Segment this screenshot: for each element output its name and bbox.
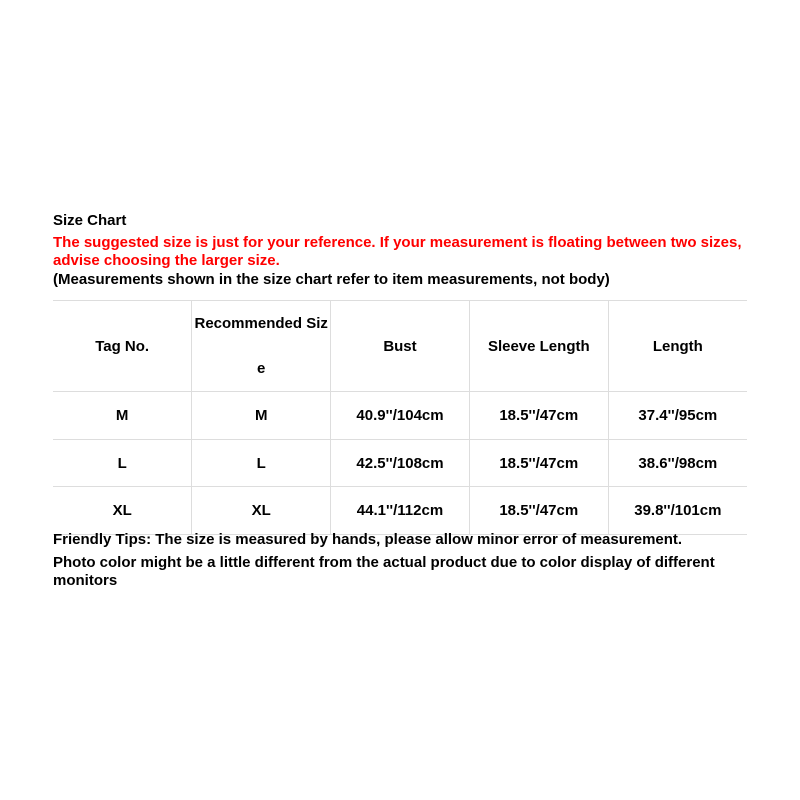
table-cell-recommended_size: L <box>192 440 331 487</box>
table-row-m <box>53 392 747 440</box>
size-table-header <box>53 301 747 392</box>
column-header-bust <box>331 301 470 392</box>
photo-note-line-1: Photo color might be a little different from the actual product due to color display of different <box>53 554 715 571</box>
table-cell-sleeve_length: 18.5''/47cm <box>469 392 608 440</box>
page-title: Size Chart <box>53 212 127 229</box>
size-table-body <box>53 392 747 535</box>
column-header-line: Length <box>652 337 703 355</box>
photo-note-line-2: monitors <box>53 572 118 586</box>
table-cell-tag_no: XL <box>53 487 192 535</box>
column-header-sleeve-length <box>469 301 608 392</box>
warning-line-1: The suggested size is just for your reference. If your measurement is floating between two sizes, <box>53 234 742 251</box>
column-header-recommended-size <box>192 301 331 392</box>
friendly-tips: Friendly Tips: The size is measured by hands, please allow minor error of measurement. <box>53 531 683 548</box>
column-header-line: e <box>257 360 266 377</box>
column-header-line: Bust <box>383 337 417 355</box>
column-header-line: Recommended Siz <box>194 315 328 332</box>
warning-line-2: advise choosing the larger size. <box>53 252 280 269</box>
column-header-tag-no- <box>53 301 192 392</box>
table-cell-tag_no: L <box>53 440 192 487</box>
table-cell-length: 37.4''/95cm <box>608 392 747 440</box>
table-cell-recommended_size: M <box>192 392 331 440</box>
size-warning-text <box>53 234 753 270</box>
column-header-length <box>608 301 747 392</box>
table-cell-sleeve_length: 18.5''/47cm <box>469 487 608 535</box>
table-cell-sleeve_length: 18.5''/47cm <box>469 440 608 487</box>
table-cell-bust: 42.5''/108cm <box>331 440 470 487</box>
column-header-line: Sleeve Length <box>487 337 590 355</box>
column-header-line: Tag No. <box>95 337 150 355</box>
table-row-l <box>53 440 747 487</box>
table-row-xl <box>53 487 747 535</box>
table-cell-bust: 40.9''/104cm <box>331 392 470 440</box>
size-table <box>53 300 747 535</box>
photo-color-note <box>53 554 753 586</box>
table-cell-recommended_size: XL <box>192 487 331 535</box>
table-cell-length: 39.8''/101cm <box>608 487 747 535</box>
table-cell-bust: 44.1''/112cm <box>331 487 470 535</box>
table-cell-length: 38.6''/98cm <box>608 440 747 487</box>
table-header-row <box>53 301 747 392</box>
measurement-note: (Measurements shown in the size chart refer to item measurements, not body) <box>53 271 610 288</box>
table-cell-tag_no: M <box>53 392 192 440</box>
